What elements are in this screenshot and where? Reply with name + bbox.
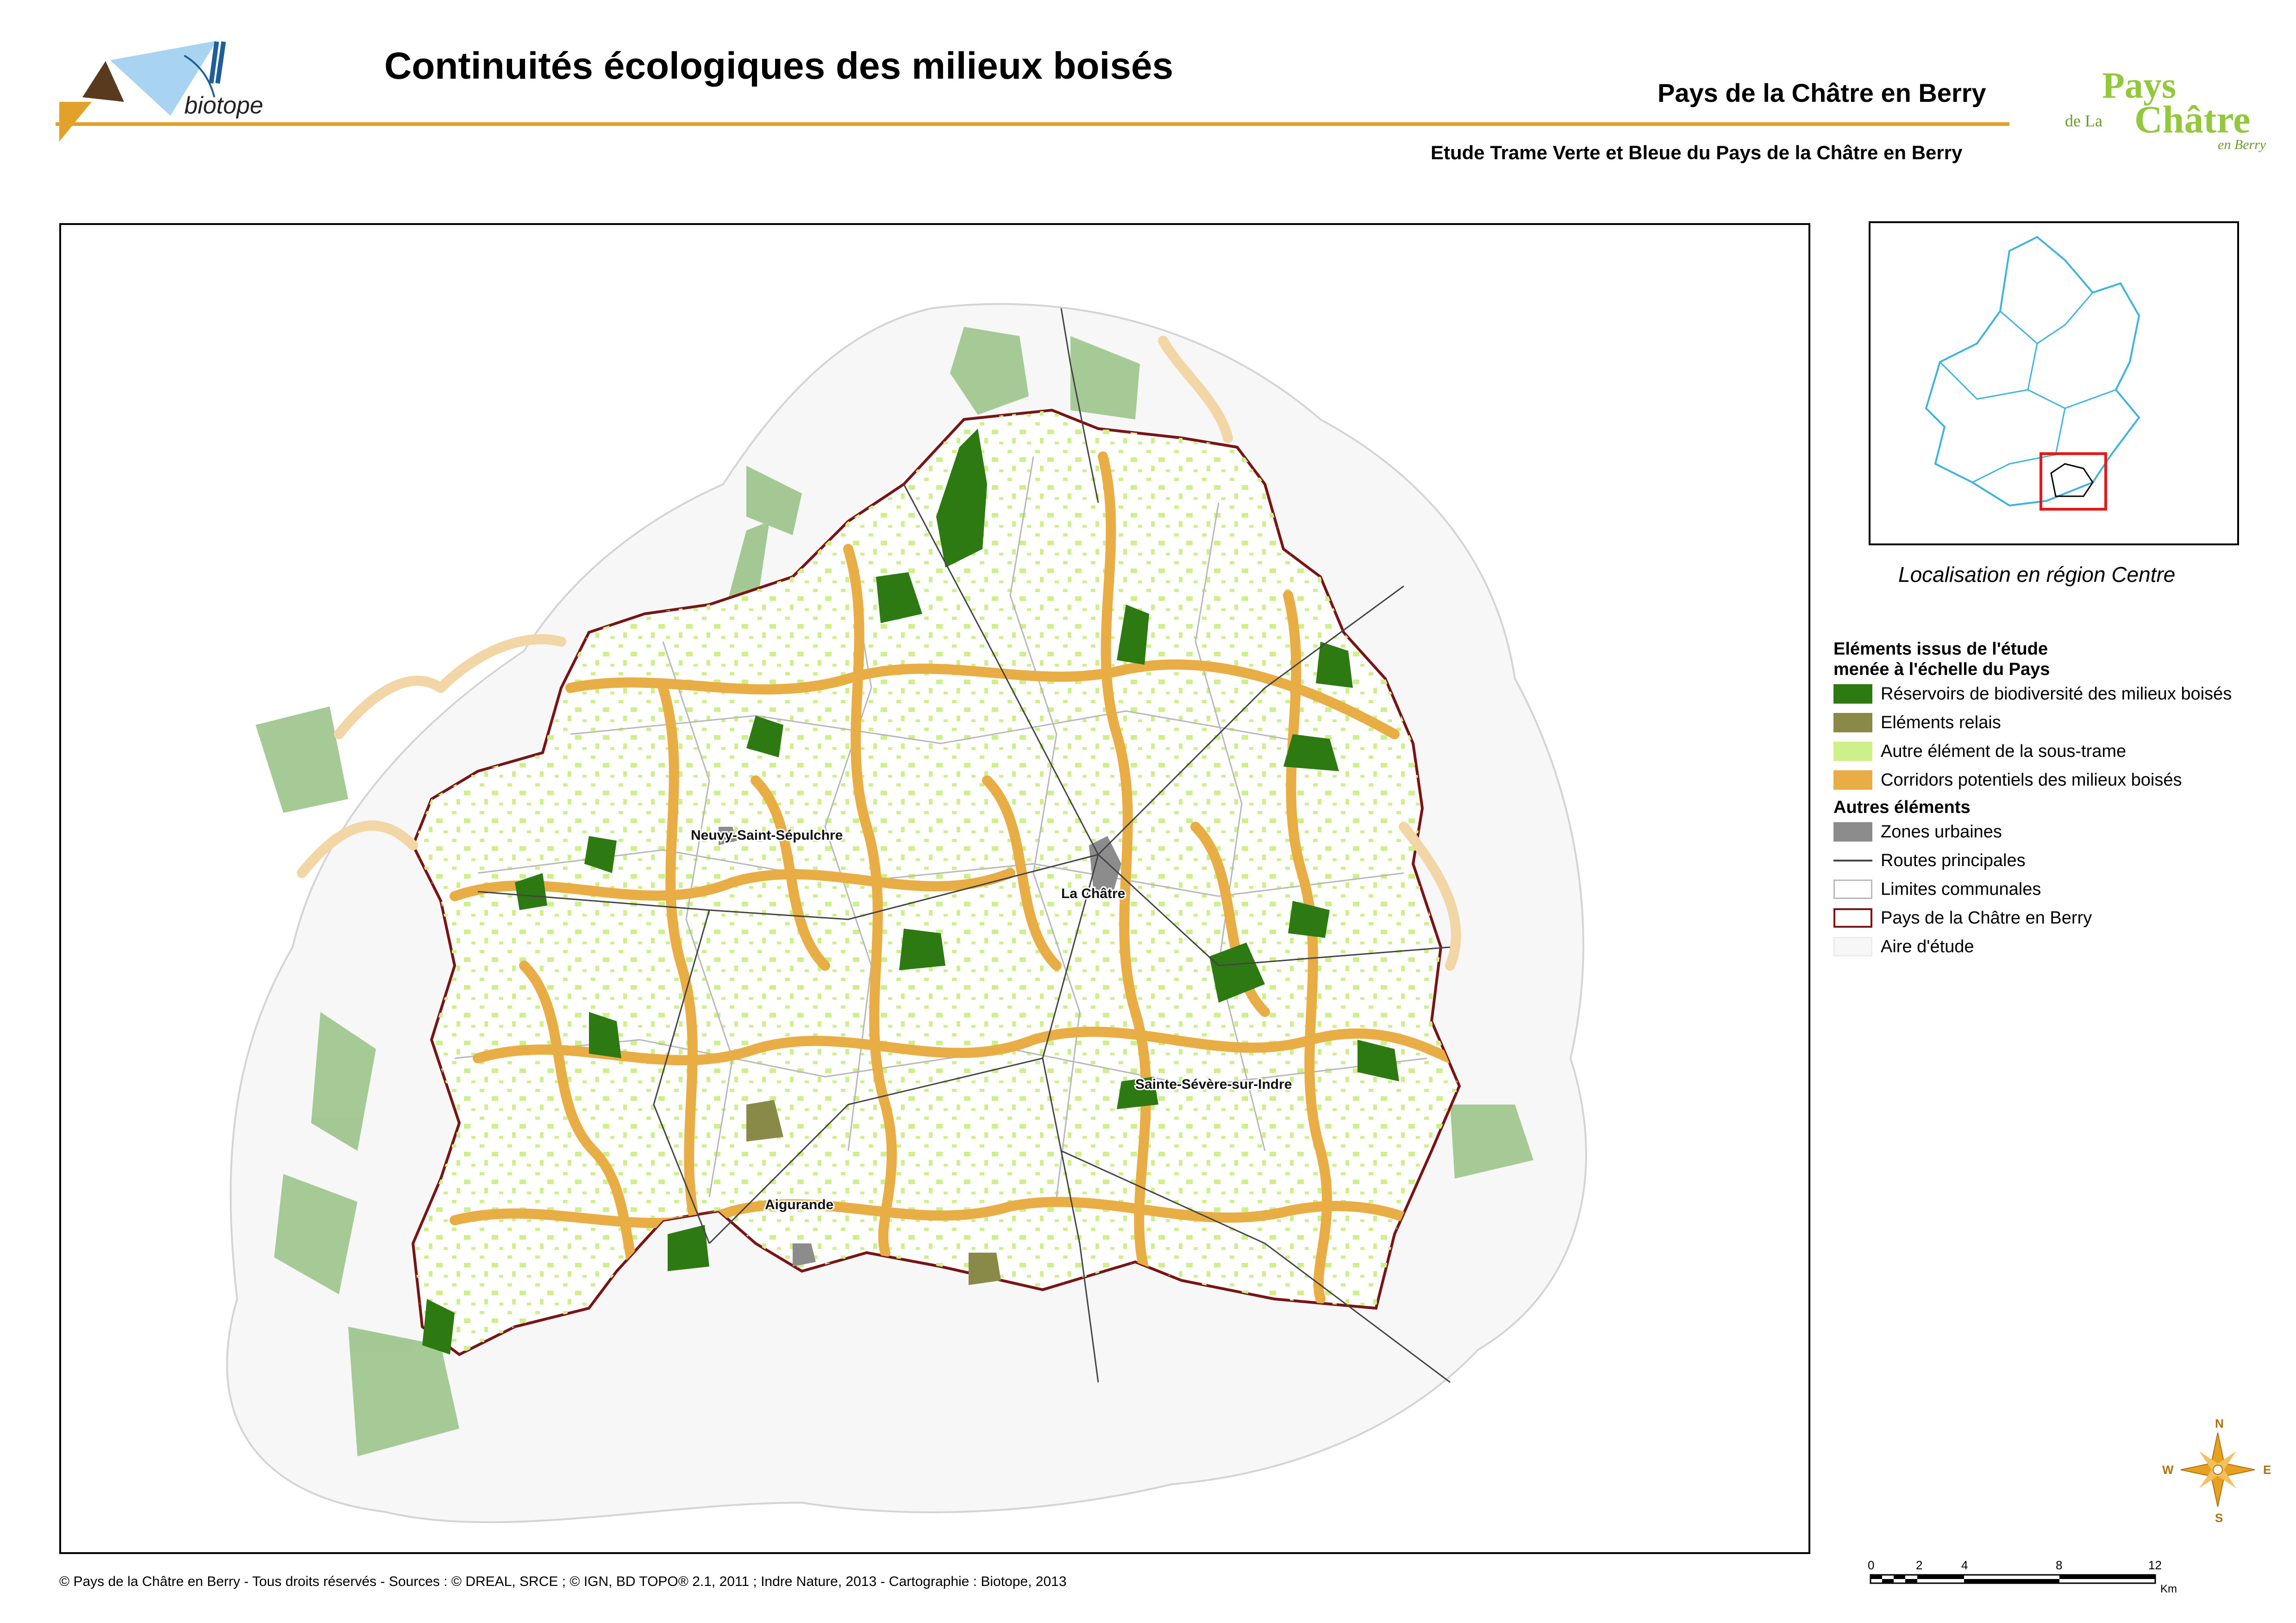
- town-la-chatre: La Châtre: [1061, 886, 1126, 901]
- legend-item-pays: [1833, 904, 2278, 932]
- header-rule: [56, 122, 2009, 126]
- map-title: Continuités écologiques des milieux boisés: [384, 45, 1174, 87]
- legend-label: Corridors potentiels des milieux boisés: [1881, 770, 2182, 790]
- legend-item-urban: [1833, 818, 2278, 846]
- legend-swatch-sous-trame: [1833, 742, 1872, 761]
- map-frame: [59, 223, 1810, 1554]
- inset-caption: Localisation en région Centre: [1898, 562, 2176, 587]
- legend-label: Aire d'étude: [1881, 936, 1974, 956]
- legend-item-roads: [1833, 846, 2278, 875]
- pays-logo-line4: en Berry: [2218, 137, 2266, 152]
- inset-map: [1869, 221, 2239, 545]
- scale-unit: Km: [2160, 1583, 2177, 1595]
- compass-n: N: [2215, 1417, 2224, 1430]
- source-credit: © Pays de la Châtre en Berry - Tous droits réservés - Sources : © DREAL, SRCE ; © IGN, BD TOPO® 2.1, 2011 ; Indre Nature, 2013 - Cartographie : Biotope, 2013: [59, 1574, 1067, 1589]
- legend-section1-title: Eléments issus de l'étude menée à l'échelle du Pays: [1833, 639, 2050, 679]
- scale-tick-2: 2: [1916, 1558, 1923, 1572]
- legend: [1833, 639, 2278, 961]
- territory-label: Pays de la Châtre en Berry: [1658, 78, 1986, 107]
- legend-item-sous-trame: [1833, 737, 2278, 766]
- legend-label: Autre élément de la sous-trame: [1881, 741, 2127, 761]
- legend-label: Eléments relais: [1881, 712, 2001, 732]
- legend-label: Zones urbaines: [1881, 822, 2002, 842]
- legend-swatch-reservoirs: [1833, 684, 1872, 704]
- scale-bar: [1857, 1555, 2181, 1606]
- compass-rose: [2158, 1417, 2278, 1523]
- legend-swatch-corridors: [1833, 770, 1872, 790]
- legend-item-study-area: [1833, 932, 2278, 961]
- scale-tick-0: 0: [1868, 1558, 1875, 1572]
- legend-swatch-study-area: [1833, 937, 1872, 956]
- scale-tick-8: 8: [2056, 1558, 2063, 1572]
- legend-label: Limites communales: [1881, 879, 2041, 899]
- legend-swatch-relais: [1833, 713, 1872, 732]
- compass-e: E: [2263, 1463, 2271, 1477]
- pays-logo-line1: Pays: [2102, 65, 2176, 106]
- legend-swatch-pays: [1833, 908, 1872, 928]
- compass-w: W: [2162, 1463, 2174, 1477]
- legend-item-corridors: [1833, 766, 2278, 794]
- pays-logo-line3: Châtre: [2134, 98, 2251, 141]
- legend-item-communes: [1833, 875, 2278, 904]
- legend-item-reservoirs: [1833, 680, 2278, 708]
- biotope-logo: [55, 32, 295, 144]
- study-label: Etude Trame Verte et Bleue du Pays de la Châtre en Berry: [1431, 142, 1963, 163]
- legend-item-relais: [1833, 708, 2278, 737]
- town-sainte-severe: Sainte-Sévère-sur-Indre: [1135, 1077, 1292, 1092]
- legend-section2-title: Autres éléments: [1833, 798, 1971, 817]
- town-aigurande: Aigurande: [765, 1197, 834, 1212]
- legend-swatch-urban: [1833, 822, 1872, 842]
- legend-label: Réservoirs de biodiversité des milieux boisés: [1881, 684, 2232, 704]
- scale-tick-4: 4: [1961, 1558, 1968, 1572]
- legend-swatch-communes: [1833, 880, 1872, 899]
- legend-label: Pays de la Châtre en Berry: [1881, 908, 2092, 928]
- legend-swatch-roads: [1833, 860, 1872, 861]
- inset-highlight: [2041, 454, 2106, 509]
- scale-tick-12: 12: [2148, 1558, 2162, 1572]
- pays-logo: [2051, 65, 2278, 157]
- legend-label: Routes principales: [1881, 850, 2026, 870]
- town-neuvy: Neuvy-Saint-Sépulchre: [691, 828, 843, 843]
- biotope-logo-text: biotope: [184, 92, 263, 119]
- compass-s: S: [2215, 1511, 2223, 1523]
- pays-logo-line2: de La: [2065, 112, 2102, 130]
